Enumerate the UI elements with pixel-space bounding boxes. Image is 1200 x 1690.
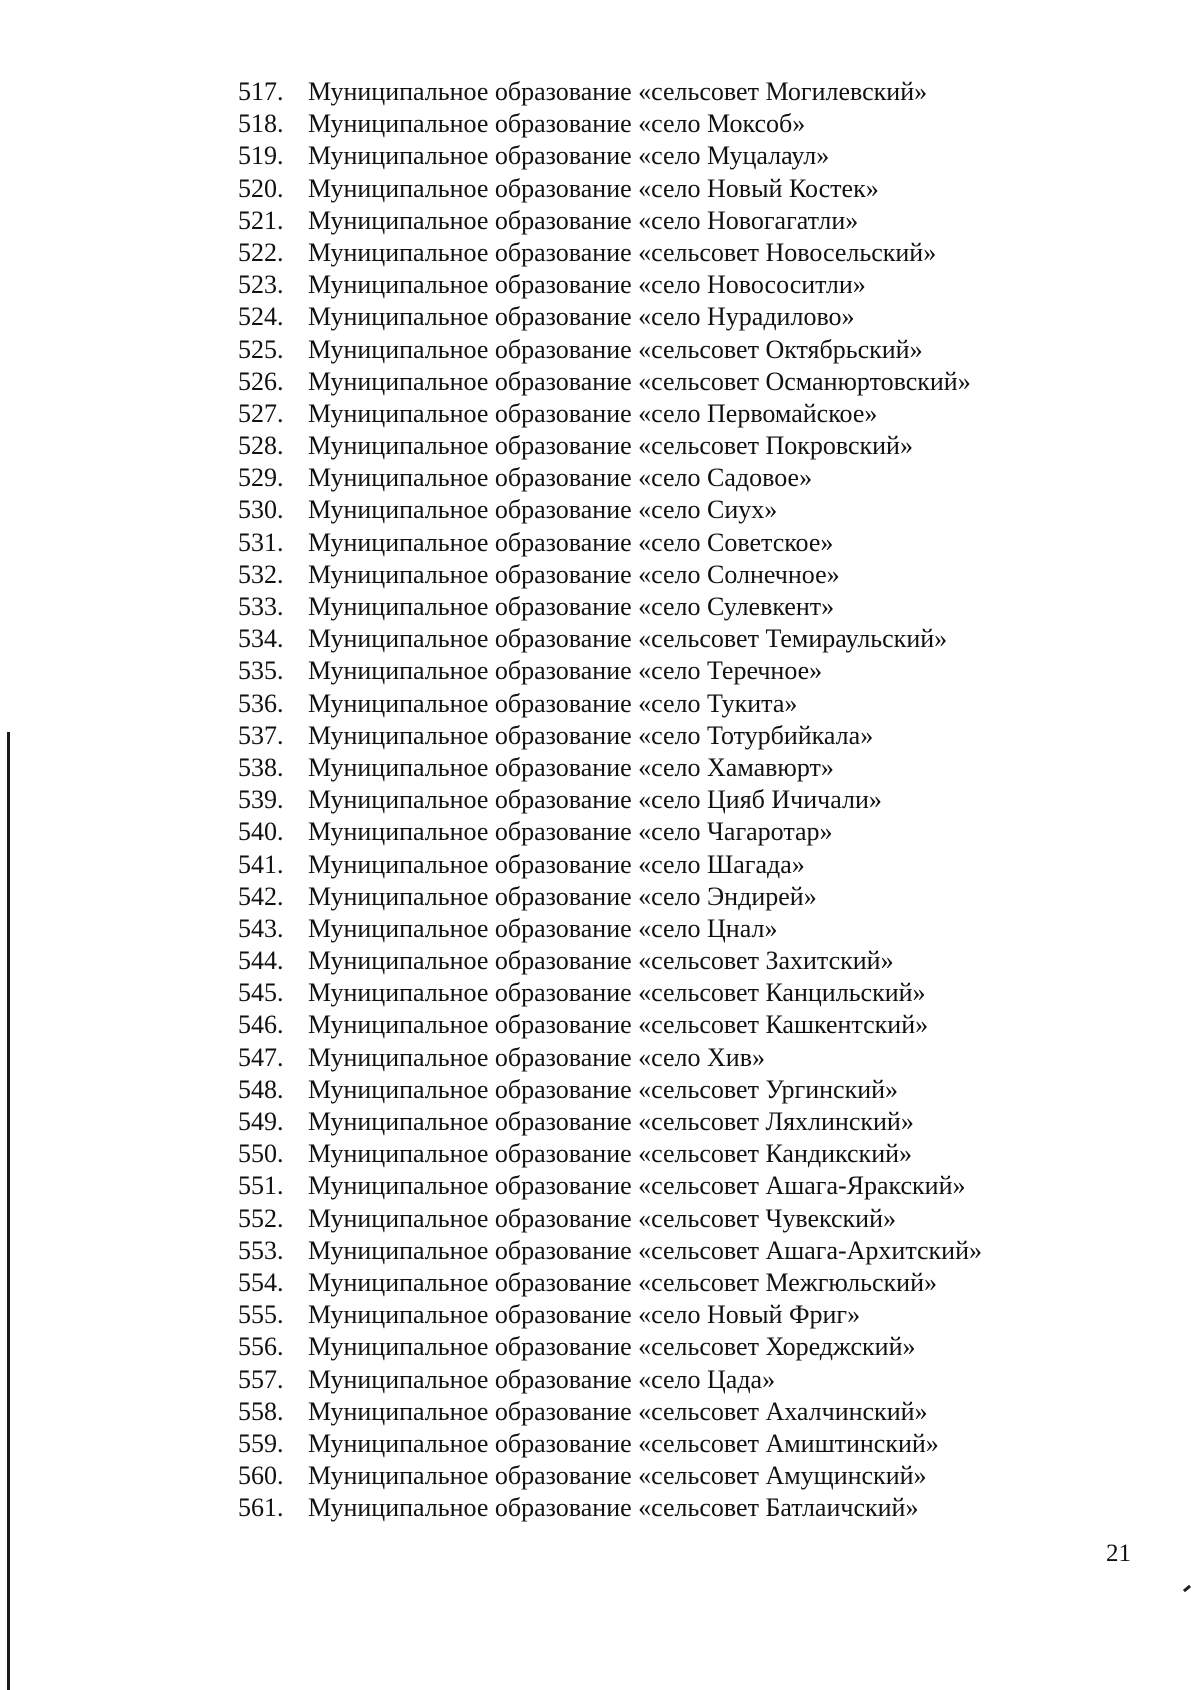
- item-text: Муниципальное образование «село Новососитли»: [308, 270, 866, 300]
- list-item: [238, 1492, 982, 1524]
- item-number: 537.: [238, 720, 284, 750]
- item-number: 555.: [238, 1300, 284, 1330]
- list-item: [238, 1299, 982, 1331]
- item-number: 548.: [238, 1074, 284, 1104]
- list-item: [238, 108, 982, 140]
- list-item: [238, 76, 982, 108]
- list-item: [238, 173, 982, 205]
- item-number: 519.: [238, 141, 284, 171]
- item-text: Муниципальное образование «сельсовет Межгюльский»: [308, 1267, 937, 1297]
- item-number: 547.: [238, 1042, 284, 1072]
- list-item: [238, 849, 982, 881]
- item-text: Муниципальное образование «сельсовет Хореджский»: [308, 1332, 916, 1362]
- item-number: 523.: [238, 270, 284, 300]
- item-text: Муниципальное образование «село Хамавюрт»: [308, 752, 834, 782]
- item-number: 540.: [238, 817, 284, 847]
- item-number: 534.: [238, 624, 284, 654]
- list-item: [238, 1106, 982, 1138]
- item-text: Муниципальное образование «сельсовет Ахалчинский»: [308, 1396, 928, 1426]
- item-number: 527.: [238, 398, 284, 428]
- item-number: 535.: [238, 656, 284, 686]
- item-text: Муниципальное образование «сельсовет Батлаичский»: [308, 1493, 919, 1523]
- list-item: [238, 720, 982, 752]
- item-text: Муниципальное образование «село Первомайское»: [308, 398, 878, 428]
- item-text: Муниципальное образование «сельсовет Темираульский»: [308, 624, 948, 654]
- item-text: Муниципальное образование «сельсовет Кашкентский»: [308, 1010, 929, 1040]
- item-number: 558.: [238, 1396, 284, 1426]
- item-number: 518.: [238, 109, 284, 139]
- item-number: 529.: [238, 463, 284, 493]
- list-item: [238, 1009, 982, 1041]
- item-text: Муниципальное образование «село Цнал»: [308, 913, 778, 943]
- list-item: [238, 655, 982, 687]
- list-item: [238, 688, 982, 720]
- item-text: Муниципальное образование «село Муцалаул»: [308, 141, 830, 171]
- list-item: [238, 334, 982, 366]
- item-text: Муниципальное образование «сельсовет Покровский»: [308, 431, 913, 461]
- item-text: Муниципальное образование «сельсовет Новосельский»: [308, 237, 937, 267]
- item-number: 546.: [238, 1010, 284, 1040]
- list-item: [238, 398, 982, 430]
- item-number: 552.: [238, 1203, 284, 1233]
- item-text: Муниципальное образование «сельсовет Амущинский»: [308, 1461, 927, 1491]
- item-number: 559.: [238, 1428, 284, 1458]
- list-item: [238, 784, 982, 816]
- scan-edge-line: [7, 732, 10, 1690]
- municipality-list: [238, 76, 982, 1524]
- list-item: [238, 1396, 982, 1428]
- list-item: [238, 881, 982, 913]
- list-item: [238, 494, 982, 526]
- item-text: Муниципальное образование «село Сиух»: [308, 495, 778, 525]
- list-item: [238, 527, 982, 559]
- item-number: 541.: [238, 849, 284, 879]
- item-number: 521.: [238, 205, 284, 235]
- item-text: Муниципальное образование «сельсовет Амиштинский»: [308, 1428, 939, 1458]
- list-item: [238, 1267, 982, 1299]
- item-number: 550.: [238, 1139, 284, 1169]
- list-item: [238, 1138, 982, 1170]
- item-number: 551.: [238, 1171, 284, 1201]
- item-text: Муниципальное образование «село Сулевкент»: [308, 592, 835, 621]
- list-item: [238, 1460, 982, 1492]
- list-item: [238, 301, 982, 333]
- list-item: [238, 462, 982, 494]
- item-number: 532.: [238, 559, 284, 589]
- item-number: 560.: [238, 1461, 284, 1491]
- item-text: Муниципальное образование «село Цияб Ичичали»: [308, 785, 882, 815]
- list-item: [238, 140, 982, 172]
- item-number: 531.: [238, 527, 284, 557]
- item-number: 557.: [238, 1364, 284, 1394]
- list-item: [238, 205, 982, 237]
- item-number: 553.: [238, 1235, 284, 1265]
- item-text: Муниципальное образование «сельсовет Османюртовский»: [308, 366, 971, 396]
- list-item: [238, 1235, 982, 1267]
- item-number: 542.: [238, 881, 284, 911]
- item-text: Муниципальное образование «село Тотурбийкала»: [308, 720, 874, 750]
- list-item: [238, 623, 982, 655]
- item-text: Муниципальное образование «сельсовет Чувекский»: [308, 1203, 896, 1233]
- item-number: 526.: [238, 366, 284, 396]
- list-item: [238, 366, 982, 398]
- list-item: [238, 1331, 982, 1363]
- item-number: 524.: [238, 302, 284, 332]
- item-number: 545.: [238, 978, 284, 1008]
- item-number: 538.: [238, 752, 284, 782]
- list-item: [238, 1428, 982, 1460]
- item-number: 544.: [238, 946, 284, 976]
- item-number: 536.: [238, 688, 284, 718]
- item-number: 530.: [238, 495, 284, 525]
- list-item: [238, 1042, 982, 1074]
- list-item: [238, 913, 982, 945]
- item-number: 561.: [238, 1493, 284, 1523]
- item-number: 517.: [238, 77, 284, 106]
- item-text: Муниципальное образование «сельсовет Кандикский»: [308, 1139, 913, 1169]
- item-text: Муниципальное образование «село Шагада»: [308, 849, 805, 879]
- list-item: [238, 1074, 982, 1106]
- item-text: Муниципальное образование «село Цада»: [308, 1364, 776, 1394]
- list-item: [238, 1364, 982, 1396]
- item-text: Муниципальное образование «сельсовет Ляхлинский»: [308, 1107, 914, 1136]
- item-number: 520.: [238, 173, 284, 203]
- page-number: 21: [1106, 1540, 1131, 1567]
- item-text: Муниципальное образование «село Солнечное»: [308, 559, 840, 589]
- item-text: Муниципальное образование «сельсовет Ашага-Архитский»: [308, 1235, 983, 1265]
- item-number: 554.: [238, 1267, 284, 1297]
- item-text: Муниципальное образование «сельсовет Октябрьский»: [308, 334, 923, 364]
- list-item: [238, 559, 982, 591]
- list-item: [238, 237, 982, 269]
- item-number: 528.: [238, 431, 284, 461]
- item-text: Муниципальное образование «село Чагаротар»: [308, 817, 833, 847]
- item-number: 556.: [238, 1332, 284, 1362]
- item-text: Муниципальное образование «село Тукита»: [308, 688, 798, 718]
- list-item: [238, 430, 982, 462]
- item-text: Муниципальное образование «село Новый Костек»: [308, 173, 879, 203]
- item-number: 533.: [238, 592, 284, 621]
- item-text: Муниципальное образование «сельсовет Канцильский»: [308, 978, 926, 1008]
- item-number: 543.: [238, 913, 284, 943]
- item-text: Муниципальное образование «село Советское»: [308, 527, 834, 557]
- scan-mark: [1183, 1585, 1191, 1592]
- item-text: Муниципальное образование «село Хив»: [308, 1042, 765, 1072]
- list-item: [238, 977, 982, 1009]
- item-number: 525.: [238, 334, 284, 364]
- item-number: 539.: [238, 785, 284, 815]
- item-text: Муниципальное образование «село Новый Фриг»: [308, 1300, 861, 1330]
- list-item: [238, 1203, 982, 1235]
- item-text: Муниципальное образование «село Моксоб»: [308, 109, 806, 139]
- list-item: [238, 269, 982, 301]
- list-item: [238, 591, 982, 623]
- item-number: 549.: [238, 1107, 284, 1136]
- item-text: Муниципальное образование «село Эндирей»: [308, 881, 817, 911]
- item-number: 522.: [238, 237, 284, 267]
- item-text: Муниципальное образование «село Теречное»: [308, 656, 823, 686]
- list-item: [238, 816, 982, 848]
- item-text: Муниципальное образование «село Нурадилово»: [308, 302, 855, 332]
- item-text: Муниципальное образование «село Новогагатли»: [308, 205, 859, 235]
- item-text: Муниципальное образование «село Садовое»: [308, 463, 813, 493]
- list-item: [238, 752, 982, 784]
- item-text: Муниципальное образование «сельсовет Могилевский»: [308, 77, 928, 106]
- item-text: Муниципальное образование «сельсовет Захитский»: [308, 946, 894, 976]
- list-item: [238, 1170, 982, 1202]
- item-text: Муниципальное образование «сельсовет Ашага-Яракский»: [308, 1171, 966, 1201]
- item-text: Муниципальное образование «сельсовет Ургинский»: [308, 1074, 899, 1104]
- list-item: [238, 945, 982, 977]
